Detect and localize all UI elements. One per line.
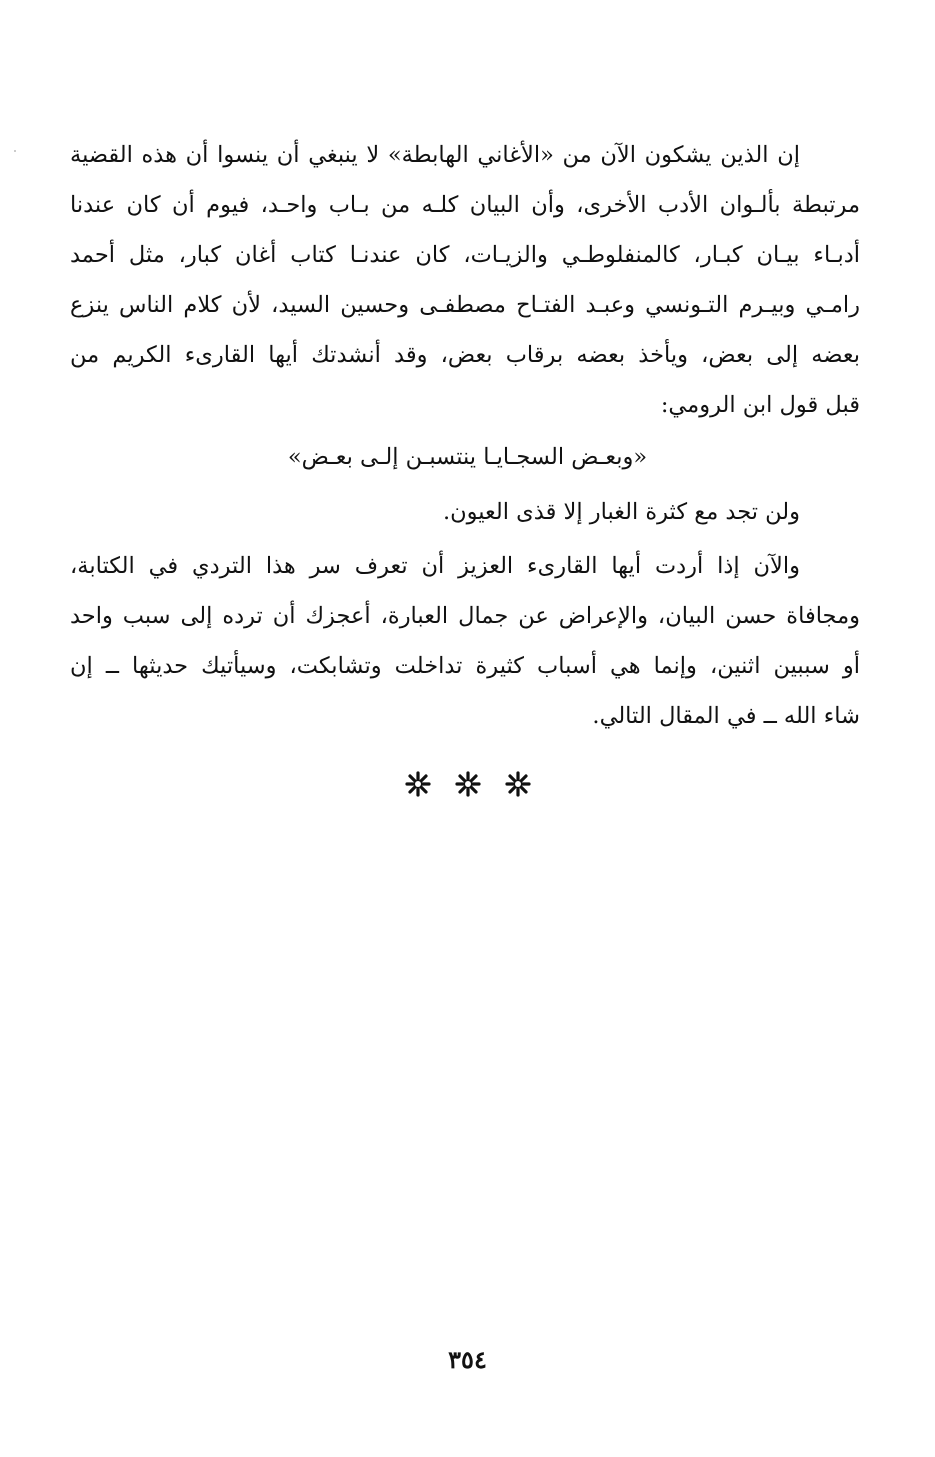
paragraph-3-line-1: والآن إذا أردت أيها القارىء العزيز أن تعرف سر هذا التردي في الكتابة، <box>70 553 800 579</box>
verse-quote: «وبعـض السجـايـا ينتسبـن إلـى بعـض» <box>287 444 648 470</box>
page-number: ٣٥٤ <box>448 1345 487 1374</box>
scan-mark <box>14 150 16 152</box>
paragraph-1-line-3: أدبـاء بيـان كبـار، كالمنفلوطـي والزيـات، كان عندنـا كتاب أغان كبار، مثل أحمد <box>70 242 860 268</box>
asterism-icon <box>454 770 482 798</box>
section-separator <box>0 770 935 798</box>
asterism-icon <box>504 770 532 798</box>
paragraph-1-line-5: بعضه إلى بعض، ويأخذ بعضه برقاب بعض، وقد أنشدتك أيها القارىء الكريم من <box>70 342 860 368</box>
paragraph-1-line-2: مرتبطة بألـوان الأدب الأخرى، وأن البيان كلـه من بـاب واحـد، فيوم أن كان عندنا <box>70 192 860 218</box>
asterism-icon <box>404 770 432 798</box>
paragraph-1-line-6: قبل قول ابن الرومي: <box>660 392 860 418</box>
paragraph-3-line-4: شاء الله ــ في المقال التالي. <box>592 703 860 729</box>
paragraph-1-line-4: رامـي وبيـرم التـونسي وعبـد الفتـاح مصطفـى وحسين السيد، لأن كلام الناس ينزع <box>70 292 860 318</box>
paragraph-3-line-3: أو سببين اثنين، وإنما هي أسباب كثيرة تداخلت وتشابكت، وسيأتيك حديثها ــ إن <box>70 653 860 679</box>
paragraph-1-line-1: إن الذين يشكون الآن من «الأغاني الهابطة» لا ينبغي أن ينسوا أن هذه القضية <box>70 142 800 168</box>
paragraph-2-line-1: ولن تجد مع كثرة الغبار إلا قذى العيون. <box>442 499 800 525</box>
paragraph-3-line-2: ومجافاة حسن البيان، والإعراض عن جمال العبارة، أعجزك أن ترده إلى سبب واحد <box>70 603 860 629</box>
